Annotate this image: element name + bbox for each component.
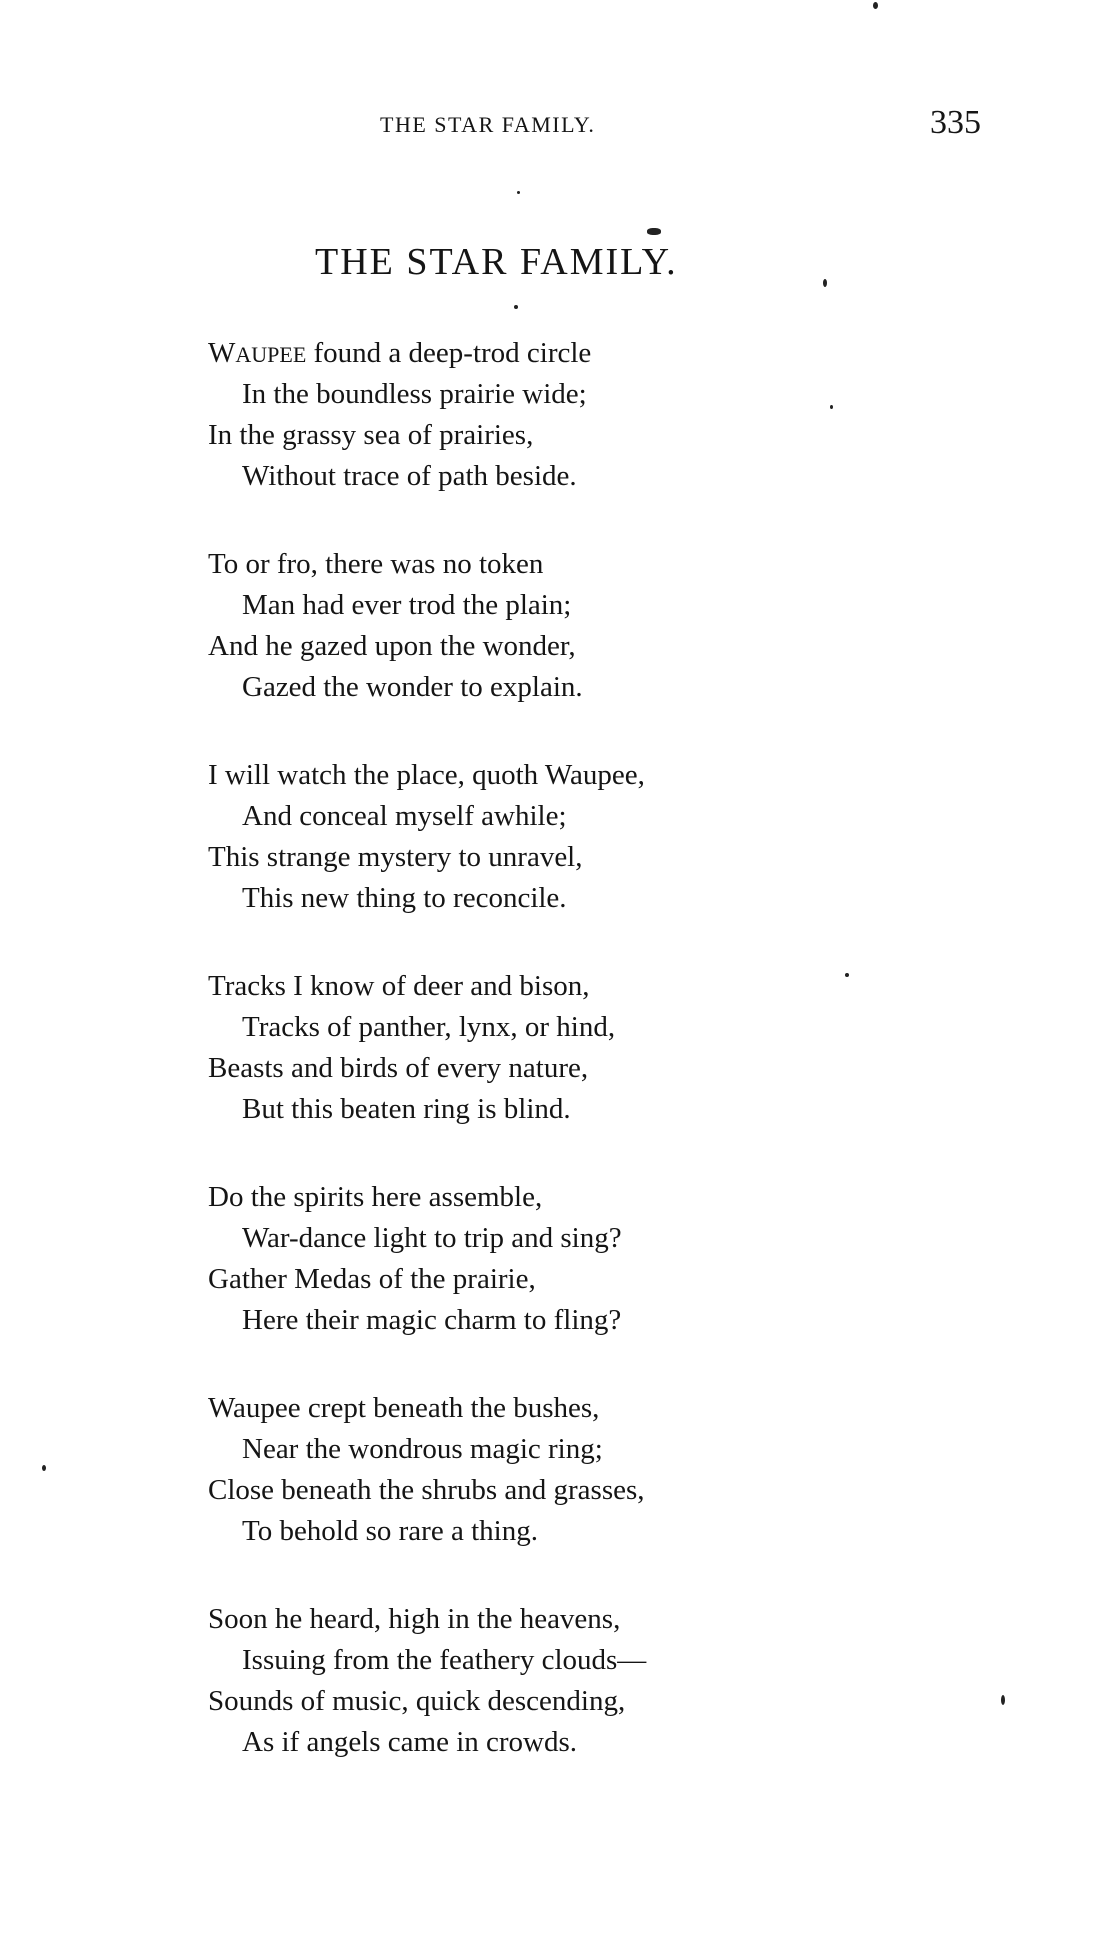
poem-line: But this beaten ring is blind. [242, 1093, 571, 1125]
poem-line: Sounds of music, quick descending, [208, 1685, 626, 1717]
poem-line: Gather Medas of the prairie, [208, 1263, 536, 1295]
poem-line: And he gazed upon the wonder, [208, 630, 576, 662]
poem-line: War-dance light to trip and sing? [242, 1222, 622, 1254]
poem-line: Beasts and birds of every nature, [208, 1052, 589, 1084]
poem-line: This new thing to reconcile. [242, 882, 567, 914]
running-head: THE STAR FAMILY. [380, 112, 596, 137]
ink-speck [845, 973, 849, 977]
poem-line: Here their magic charm to fling? [242, 1304, 622, 1336]
ink-speck [823, 279, 827, 287]
ink-speck [873, 2, 878, 9]
stanza-1 [208, 333, 1008, 501]
ink-speck [830, 405, 833, 409]
stanza-6 [208, 1388, 1008, 1556]
ink-speck [1001, 1695, 1005, 1705]
ink-speck [42, 1465, 46, 1471]
ink-speck [517, 191, 520, 194]
poem-line: Near the wondrous magic ring; [242, 1433, 603, 1465]
poem-line: Tracks I know of deer and bison, [208, 970, 590, 1002]
poem-line [208, 333, 1008, 374]
poem-line: Close beneath the shrubs and grasses, [208, 1474, 645, 1506]
poem-line: In the grassy sea of prairies, [208, 419, 534, 451]
poem-line: This strange mystery to unravel, [208, 841, 583, 873]
page-number: 335 [930, 104, 981, 141]
poem-line: Issuing from the feathery clouds— [242, 1644, 647, 1676]
poem-line: In the boundless prairie wide; [242, 378, 587, 410]
poem-title: THE STAR FAMILY. [315, 241, 678, 283]
stanza-5 [208, 1177, 1008, 1345]
ink-speck [647, 228, 661, 235]
poem-line: Do the spirits here assemble, [208, 1181, 543, 1213]
first-word-rest: AUPEE [235, 342, 307, 367]
stanza-7 [208, 1599, 1008, 1767]
first-word-initial: W [208, 337, 236, 369]
poem-line: To or fro, there was no token [208, 548, 544, 580]
poem-line: And conceal myself awhile; [242, 800, 567, 832]
stanza-2 [208, 544, 1008, 712]
poem-line: Tracks of panther, lynx, or hind, [242, 1011, 616, 1043]
stanza-3 [208, 755, 1008, 923]
poem-line: Man had ever trod the plain; [242, 589, 572, 621]
poem-line: As if angels came in crowds. [242, 1726, 578, 1758]
poem-line: Without trace of path beside. [242, 460, 577, 492]
poem-line: To behold so rare a thing. [242, 1515, 538, 1547]
poem-line: Soon he heard, high in the heavens, [208, 1603, 621, 1635]
poem-line: I will watch the place, quoth Waupee, [208, 759, 645, 791]
ink-speck [514, 305, 518, 309]
poem-line-text: found a deep-trod circle [306, 337, 592, 369]
poem-body [208, 333, 1008, 1810]
poem-line: Waupee crept beneath the bushes, [208, 1392, 600, 1424]
poem-line: Gazed the wonder to explain. [242, 671, 583, 703]
stanza-4 [208, 966, 1008, 1134]
